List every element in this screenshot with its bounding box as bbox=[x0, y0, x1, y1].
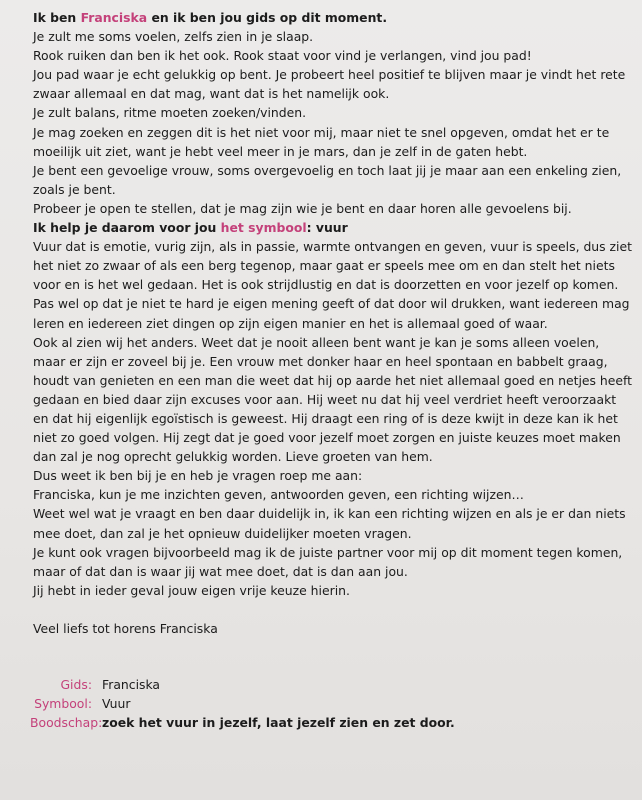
paragraph: Je zult me soms voelen, zelfs zien in je slaap. bbox=[33, 29, 314, 45]
summary-block bbox=[30, 675, 455, 732]
boodschap-value: zoek het vuur in jezelf, laat jezelf zien en zet door. bbox=[102, 715, 455, 730]
gids-label: Gids: bbox=[60, 677, 92, 692]
symbool-label: Symbool: bbox=[34, 696, 92, 711]
symbol-line bbox=[33, 218, 633, 237]
summary-row-boodschap bbox=[30, 713, 455, 732]
letter-body bbox=[33, 8, 633, 638]
summary-row-symbool bbox=[30, 694, 455, 713]
closing-line: Veel liefs tot horens Franciska bbox=[33, 620, 218, 636]
paragraph: Dus weet ik ben bij je en heb je vragen roep me aan: bbox=[33, 468, 363, 484]
paragraph: Weet wel wat je vraagt en ben daar duidelijk in, ik kan een richting wijzen en als je er dan niets mee doet, dan zal je het opnieuw duidelijker moeten vragen. bbox=[33, 506, 626, 541]
paragraph: Je kunt ook vragen bijvoorbeeld mag ik de juiste partner voor mij op dit moment tegen komen, maar of dat dan is waar jij wat mee doet, dat is dan aan jou. bbox=[33, 544, 623, 579]
paragraph: Rook ruiken dan ben ik het ook. Rook staat voor vind je verlangen, vind jou pad! bbox=[33, 48, 532, 64]
guide-name: Franciska bbox=[80, 10, 148, 25]
symbool-value: Vuur bbox=[102, 696, 131, 711]
intro-text-1: Ik ben bbox=[33, 10, 77, 25]
symbol-text-1: Ik help je daarom voor jou bbox=[33, 220, 217, 236]
boodschap-label: Boodschap: bbox=[30, 715, 103, 730]
intro-text-2: en ik ben jou gids op dit moment. bbox=[151, 10, 388, 25]
intro-line bbox=[33, 8, 633, 27]
paragraph: Jij hebt in ieder geval jouw eigen vrije keuze hierin. bbox=[33, 582, 350, 598]
paragraph: Ook al zien wij het anders. Weet dat je nooit alleen bent want je kan je soms alleen voelen, maar er zijn er zoveel bij je. Een vrouw met donker haar en heel spontaan en babbelt graag, houdt van genieten en een man die weet dat hij op aarde het niet allemaal goed en netjes heeft gedaan en bied daar zijn excuses voor aan. Hij weet nu dat hij veel verdriet heeft veroorzaakt en dat hij eigenlijk egoïstisch is geweest. Hij draagt een ring of is deze kwijt in deze kan ik het niet zo goed volgen. Hij zegt dat je goed voor jezelf moet zorgen en juiste keuzes moet maken dan zal je nog oprecht gelukkig worden. Lieve groeten van hem. bbox=[33, 334, 633, 465]
symbol-text-2: : vuur bbox=[306, 220, 348, 236]
symbol-highlight: het symbool bbox=[220, 220, 307, 236]
paragraph: Je zult balans, ritme moeten zoeken/vinden. bbox=[33, 105, 307, 121]
summary-row-gids bbox=[30, 675, 455, 694]
paragraph: Vuur dat is emotie, vurig zijn, als in passie, warmte ontvangen en geven, vuur is speels, dus ziet het niet zo zwaar of als een berg tegenop, maar gaat er speels mee om en dan stelt het niets voor en is het wel gedaan. Het is ook strijdlustig en dat is doorzetten en voor jezelf op komen. bbox=[33, 239, 632, 293]
spacer bbox=[33, 600, 633, 619]
paragraph: Je mag zoeken en zeggen dit is het niet voor mij, maar niet te snel opgeven, omdat het er te moeilijk uit ziet, want je hebt veel meer in je mars, dan je zelf in de gaten hebt. bbox=[33, 124, 610, 159]
paragraph: Pas wel op dat je niet te hard je eigen mening geeft of dat door wil drukken, want iedereen mag leren en iedereen ziet dingen op zijn eigen manier en het is allemaal goed of waar. bbox=[33, 296, 630, 331]
gids-value: Franciska bbox=[102, 677, 161, 692]
paragraph: Je bent een gevoelige vrouw, soms overgevoelig en toch laat jij je maar aan een enkeling zien, zoals je bent. bbox=[33, 162, 622, 197]
paragraph: Probeer je open te stellen, dat je mag zijn wie je bent en daar horen alle gevoelens bij. bbox=[33, 200, 572, 216]
paragraph: Jou pad waar je echt gelukkig op bent. Je probeert heel positief te blijven maar je vindt het rete zwaar allemaal en dat mag, want dat is het namelijk ook. bbox=[33, 67, 626, 102]
paragraph: Franciska, kun je me inzichten geven, antwoorden geven, een richting wijzen… bbox=[33, 487, 524, 503]
